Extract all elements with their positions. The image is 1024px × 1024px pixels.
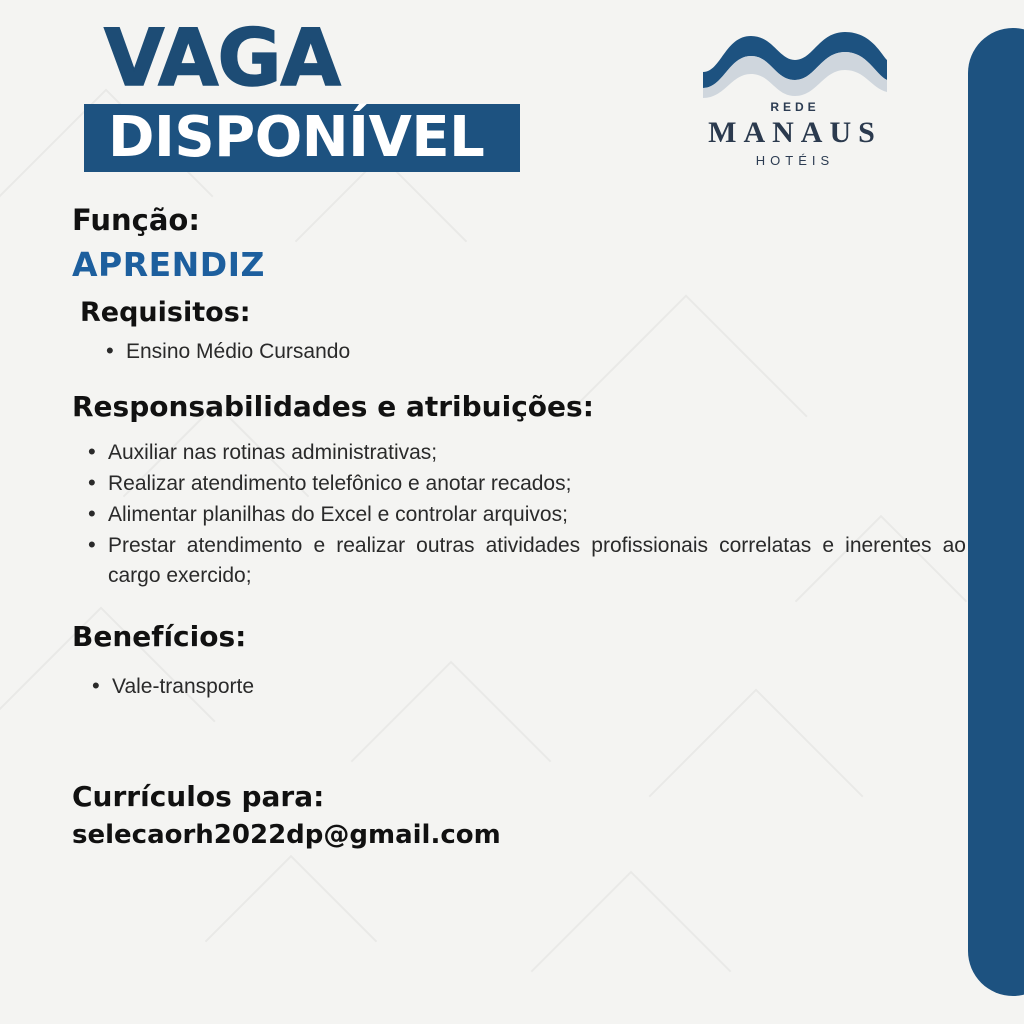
requisitos-list [80, 337, 706, 368]
responsabilidades-list [62, 438, 966, 592]
wave-logo-icon [695, 26, 895, 98]
requisitos-label: Requisitos: [80, 297, 251, 328]
beneficios-list [66, 672, 692, 703]
list-item: • Realizar atendimento telefônico e anotar recados; [88, 469, 966, 499]
poster-title-vaga: VAGA [104, 14, 340, 104]
logo-text-rede: REDE [770, 100, 820, 114]
curriculos-label: Currículos para: [72, 780, 325, 813]
list-item: • Auxiliar nas rotinas administrativas; [88, 438, 966, 468]
list-item: • Vale-transporte [92, 672, 692, 702]
list-item: • Prestar atendimento e realizar outras atividades profissionais correlatas e inerentes ao cargo exercido; [88, 531, 966, 591]
logo-text-hoteis: HOTÉIS [755, 153, 835, 168]
poster-title-disponivel: DISPONÍVEL [108, 105, 485, 170]
logo-text-manaus: MANAUS [708, 116, 882, 149]
decorative-right-band [968, 28, 1024, 996]
list-item: • Alimentar planilhas do Excel e controlar arquivos; [88, 500, 966, 530]
list-item: • Ensino Médio Cursando [106, 337, 706, 367]
responsabilidades-label: Responsabilidades e atribuições: [72, 390, 594, 423]
beneficios-label: Benefícios: [72, 620, 247, 653]
contact-email[interactable]: selecaorh2022dp@gmail.com [72, 820, 501, 850]
funcao-label: Função: [72, 203, 200, 237]
brand-logo [690, 26, 900, 166]
funcao-value: APRENDIZ [72, 245, 265, 284]
